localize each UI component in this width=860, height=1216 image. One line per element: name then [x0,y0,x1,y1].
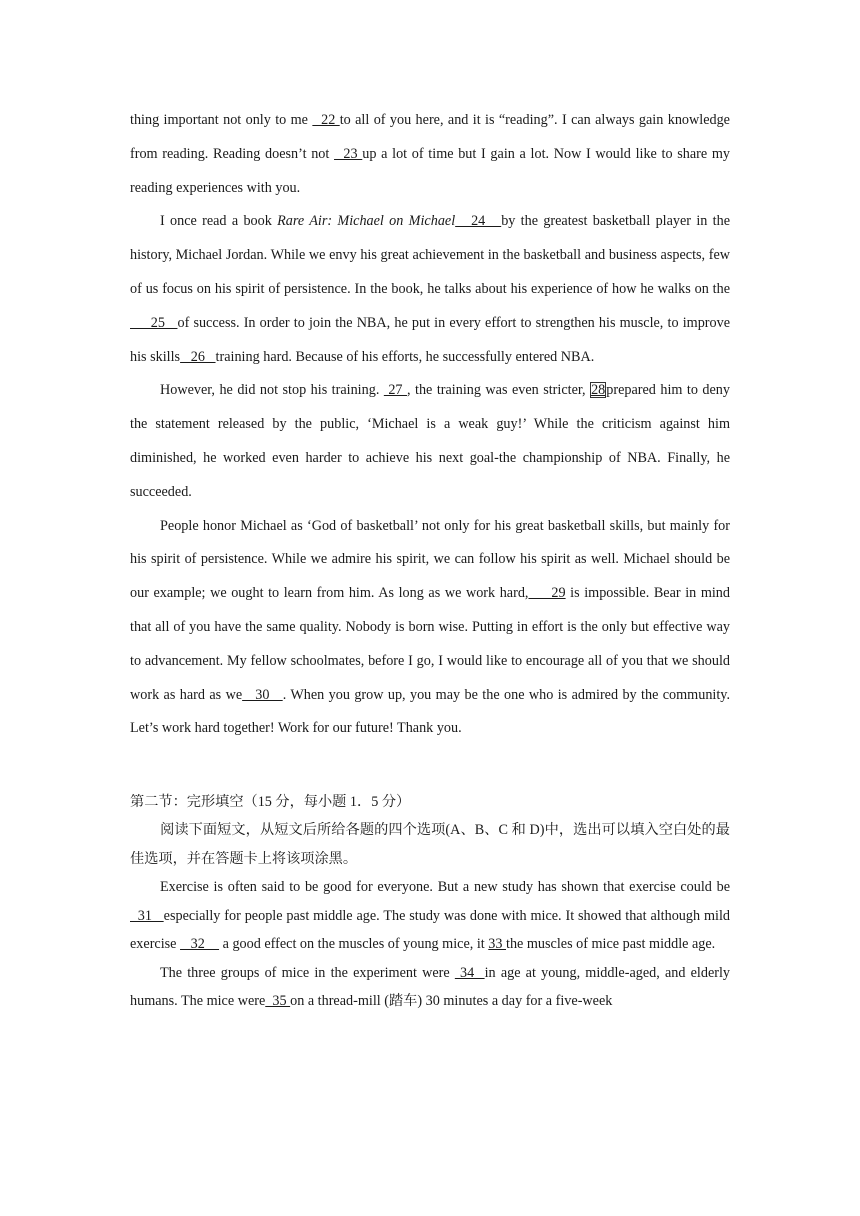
blank-26: 26 [180,348,216,365]
blank-35: 35 [265,993,291,1010]
paragraph-2: I once read a book Rare Air: Michael on Michael 24 by the greatest basketball player in the history, Michael Jordan. While we envy his great achievement in the basketball and business aspects, few of us focus on his spirit of persistence. In the book, he talks about his experience of how he walks on the 25 of success. In order to join the NBA, he put in every effort to strengthen his muscle, to improve his skills 26 training hard. Because of his efforts, he successfully entered NBA. [130,213,730,365]
document-page [130,104,730,1016]
paragraph-3: However, he did not stop his training. 27 , the training was even stricter, 28prepared him to deny the statement released by the public, ‘Michael is a weak guy!’ While the criticism against him diminished, he worked even harder to achieve his next goal-the championship of NBA. Finally, he succeeded. [130,382,730,500]
blank-22: 22 [312,112,340,128]
cloze-paragraph-2: The three groups of mice in the experiment were 34 in age at young, middle-aged, and elderly humans. The mice were 35 on a thread-mill (踏车) 30 minutes a day for a five-week [130,964,731,1010]
blank-23: 23 [334,145,363,162]
blank-24: 24 [455,213,502,230]
book-title: Rare Air: Michael on Michael [277,213,456,230]
blank-31: 31 [130,907,164,924]
blank-27: 27 [383,382,407,399]
blank-34: 34 [454,964,485,981]
blank-29: 29 [528,585,566,602]
blank-30: 30 [242,686,283,703]
section-heading: 第二节：完形填空（15 分，每小题 1．5 分） [130,794,411,811]
blank-32: 32 [180,936,220,953]
blank-25: 25 [130,314,178,331]
blank-33: 33 [488,936,507,953]
cloze-paragraph-1: Exercise is often said to be good for everyone. But a new study has shown that exercise could be 31 especially for people past middle age. The study was done with mice. It showed that although mild exercise 32 a good effect on the muscles of young mice, it 33 the muscles of mice past middle age. [130,879,730,953]
section-instructions: 阅读下面短文，从短文后所给各题的四个选项(A、B、C 和 D)中，选出可以填入空白处的最佳选项，并在答题卡上将该项涂黑。 [130,822,730,867]
blank-28: 28 [591,382,606,399]
paragraph-4: People honor Michael as ‘God of basketball’ not only for his great basketball skills, but mainly for his spirit of persistence. While we admire his spirit, we can follow his spirit as well. Michael should be our example; we ought to learn from him. As long as we work hard, 29 is impossible. Bear in mind that all of you have the same quality. Nobody is born wise. Putting in effort is the only but effective way to advancement. My fellow schoolmates, before I go, I would like to encourage all of you that we should work as hard as we 30 . When you grow up, you may be the one who is admired by the community. Let’s work hard together! Work for our future! Thank you. [130,517,731,737]
paragraph-1: thing important not only to me 22 to all of you here, and it is “reading”. I can always gain knowledge from reading. Reading doesn’t not 23 up a lot of time but I gain a lot. Now I would like to share my reading experiences with you. [130,112,731,196]
